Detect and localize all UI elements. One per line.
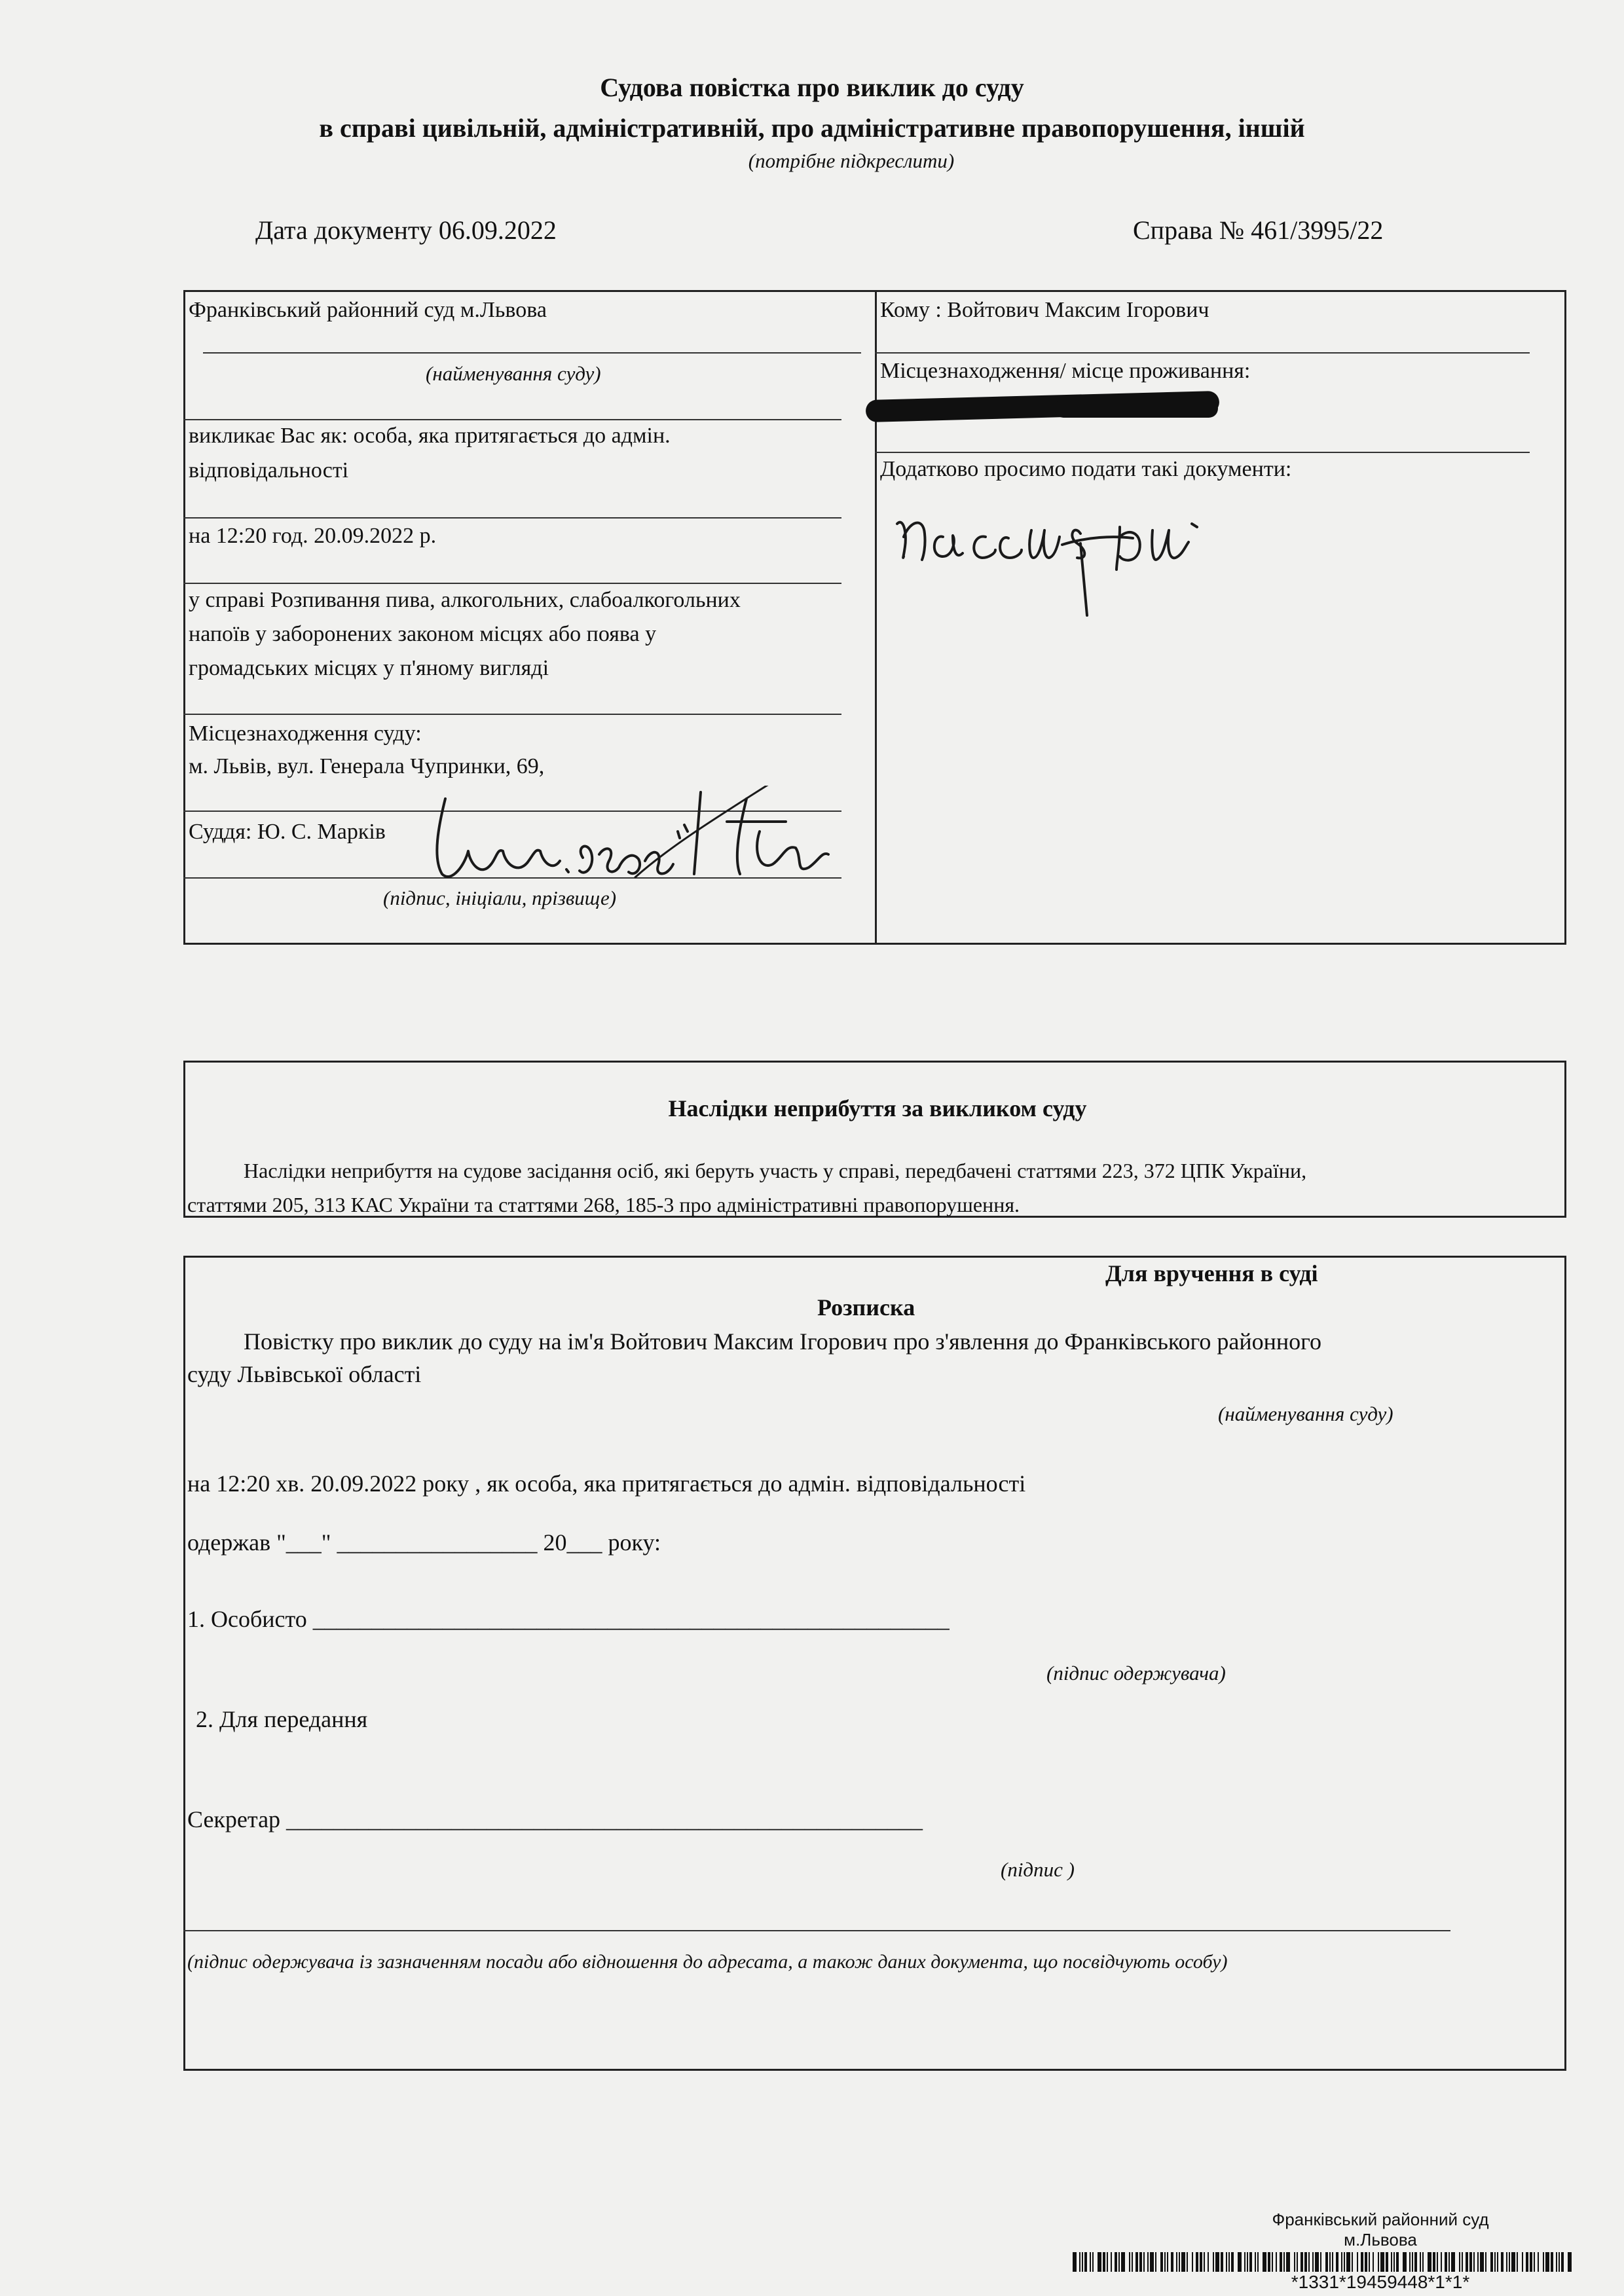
barcode-bar xyxy=(1196,2252,1198,2272)
barcode-bar xyxy=(1308,2252,1310,2272)
barcode-bar xyxy=(1160,2252,1163,2272)
residence-label: Місцезнаходження/ місце проживання: xyxy=(880,359,1251,383)
barcode-bar xyxy=(1344,2252,1345,2272)
barcode-bar xyxy=(1346,2252,1350,2272)
receipt-text-line2: суду Львівської області xyxy=(187,1361,422,1387)
document-title: Судова повістка про виклик до суду xyxy=(600,73,1024,102)
barcode-bar xyxy=(1213,2252,1214,2272)
barcode-bar xyxy=(1164,2252,1166,2272)
for-transfer-label: 2. Для передання xyxy=(190,1706,368,1732)
barcode-bar xyxy=(1143,2252,1145,2272)
barcode-bar xyxy=(1176,2252,1177,2272)
barcode-bar xyxy=(1118,2252,1120,2272)
barcode-bar xyxy=(1247,2252,1248,2272)
court-name-caption: (найменування суду) xyxy=(426,362,601,385)
barcode-bar xyxy=(1111,2252,1112,2272)
barcode-bar xyxy=(1341,2252,1342,2272)
barcode-bar xyxy=(1538,2252,1539,2272)
hearing-time: на 12:20 год. 20.09.2022 р. xyxy=(189,524,437,548)
judge-name: Суддя: Ю. С. Марків xyxy=(189,820,386,844)
barcode-bar xyxy=(1490,2252,1493,2272)
consequences-title: Наслідки неприбуття за викликом суду xyxy=(668,1095,1087,1121)
barcode-bar xyxy=(1304,2252,1307,2272)
barcode-bar xyxy=(1420,2252,1421,2272)
barcode-bar xyxy=(1428,2252,1431,2272)
barcode-bar xyxy=(1501,2252,1504,2272)
barcode-bar xyxy=(1365,2252,1367,2272)
for-court-delivery: Для вручення в суді xyxy=(1105,1260,1318,1286)
barcode-bar xyxy=(1257,2252,1259,2272)
barcode-bar xyxy=(1551,2252,1553,2272)
barcode-bar xyxy=(1543,2252,1544,2272)
barcode-bar xyxy=(1135,2252,1138,2272)
divider xyxy=(875,352,1530,354)
barcode-bar xyxy=(1466,2252,1468,2272)
barcode-bar xyxy=(1115,2252,1117,2272)
barcode-bar xyxy=(1092,2252,1094,2272)
barcode-bar xyxy=(1445,2252,1447,2272)
document-date: Дата документу 06.09.2022 xyxy=(255,215,557,245)
barcode-bar xyxy=(1090,2252,1091,2272)
barcode-bar xyxy=(1215,2252,1219,2272)
barcode-bar xyxy=(1386,2252,1388,2272)
barcode-bar xyxy=(1249,2252,1252,2272)
barcode-bar xyxy=(1084,2252,1087,2272)
receipt-time-line: на 12:20 хв. 20.09.2022 року , як особа, яка притягається до адмін. відповідальності xyxy=(187,1470,1026,1497)
consequences-text-line2: статтями 205, 313 КАС України та статтями 268, 185-3 про адміністративні правопорушення. xyxy=(187,1193,1020,1216)
barcode-bar xyxy=(1477,2252,1479,2272)
judge-signature xyxy=(419,786,851,917)
barcode-bar xyxy=(1192,2252,1193,2272)
received-date-line: одержав "___" _________________ 20___ року: xyxy=(187,1529,661,1556)
barcode-bar xyxy=(1422,2252,1424,2272)
barcode-bar xyxy=(1147,2252,1149,2272)
barcode-bar xyxy=(1187,2252,1188,2272)
barcode-bar xyxy=(1469,2252,1472,2272)
barcode-bar xyxy=(1263,2252,1266,2272)
barcode-bar xyxy=(1380,2252,1384,2272)
barcode-bar xyxy=(1098,2252,1101,2272)
barcode-bar xyxy=(1568,2252,1572,2272)
barcode-bar xyxy=(1297,2252,1298,2272)
barcode-bar xyxy=(1449,2252,1450,2272)
barcode-bar xyxy=(1283,2252,1285,2272)
case-description-line1: у справі Розпивання пива, алкогольних, слабоалкогольних xyxy=(189,588,741,612)
barcode-bar xyxy=(1082,2252,1083,2272)
barcode-bar xyxy=(1451,2252,1455,2272)
document-subtitle: в справі цивільній, адміністративній, про адміністративне правопорушення, іншій xyxy=(319,113,1305,143)
court-location-label: Місцезнаходження суду: xyxy=(189,721,422,746)
barcode-bar xyxy=(1312,2252,1314,2272)
barcode-bar xyxy=(1403,2252,1407,2272)
barcode-bar xyxy=(1139,2252,1142,2272)
recipient-note: (підпис одержувача із зазначенням посади або відношення до адресата, а також даних документа, що посвідчують особу) xyxy=(187,1951,1228,1973)
barcode-bar xyxy=(1204,2252,1205,2272)
barcode-bar xyxy=(1280,2252,1282,2272)
barcode-bar xyxy=(1369,2252,1370,2272)
barcode-bar xyxy=(1393,2252,1395,2272)
barcode-bar xyxy=(1561,2252,1564,2272)
barcode-bar xyxy=(1315,2252,1319,2272)
barcode-bar xyxy=(1226,2252,1227,2272)
barcode-bar xyxy=(1181,2252,1185,2272)
barcode-bar xyxy=(1526,2252,1528,2272)
barcode-bar xyxy=(1325,2252,1328,2272)
barcode-bar xyxy=(1336,2252,1338,2272)
barcode-bar xyxy=(1409,2252,1411,2272)
barcode-bar xyxy=(1473,2252,1475,2272)
barcode-bar xyxy=(1361,2252,1363,2272)
underline-note: (потрібне підкреслити) xyxy=(748,149,955,172)
barcode-bar xyxy=(1494,2252,1496,2272)
barcode-bar xyxy=(1167,2252,1168,2272)
barcode-bar xyxy=(1150,2252,1154,2272)
barcode-bar xyxy=(1320,2252,1321,2272)
secretary-sign-caption: (підпис ) xyxy=(1001,1858,1075,1881)
barcode-bar xyxy=(1530,2252,1532,2272)
barcode-bar xyxy=(1286,2252,1290,2272)
barcode-bar xyxy=(1272,2252,1273,2272)
case-description-line2: напоїв у заборонених законом місцях або поява у xyxy=(189,622,657,646)
barcode-bar xyxy=(1433,2252,1435,2272)
personally-signature-line: 1. Особисто ______________________________________________________ xyxy=(187,1606,950,1632)
barcode-bar xyxy=(1329,2252,1331,2272)
barcode-bar xyxy=(1441,2252,1442,2272)
column-divider xyxy=(875,290,877,945)
court-name: Франківський районний суд м.Львова xyxy=(189,298,547,322)
barcode-bar xyxy=(1511,2252,1515,2272)
barcode-bar xyxy=(1294,2252,1295,2272)
barcode-bar xyxy=(1255,2252,1256,2272)
barcode-bar xyxy=(1545,2252,1549,2272)
barcode-bar xyxy=(1378,2252,1379,2272)
barcode-bar xyxy=(1208,2252,1209,2272)
barcode-bar xyxy=(1301,2252,1303,2272)
barcode-bar xyxy=(1534,2252,1535,2272)
barcode-bar xyxy=(1517,2252,1518,2272)
footer-court-line2: м.Львова xyxy=(1344,2230,1417,2250)
divider xyxy=(203,352,861,354)
barcode xyxy=(1073,2252,1583,2272)
court-location-value: м. Львів, вул. Генерала Чупринки, 69, xyxy=(189,754,545,778)
barcode-bar xyxy=(1107,2252,1108,2272)
barcode-bar xyxy=(1121,2252,1125,2272)
consequences-text-line1: Наслідки неприбуття на судове засідання осіб, які беруть участь у справі, передбачені статтями 223, 372 ЦПК України, xyxy=(244,1159,1307,1182)
barcode-bar xyxy=(1276,2252,1277,2272)
divider xyxy=(183,419,841,420)
receipt-court-caption: (найменування суду) xyxy=(1218,1402,1393,1425)
divider xyxy=(875,452,1530,453)
judge-sign-caption: (підпис, ініціали, прізвище) xyxy=(383,886,617,909)
barcode-bar xyxy=(1412,2252,1413,2272)
summons-role-line1: викликає Вас як: особа, яка притягається до адмін. xyxy=(189,424,671,448)
divider xyxy=(183,1930,1450,1931)
barcode-bar xyxy=(1462,2252,1463,2272)
barcode-bar xyxy=(1073,2252,1077,2272)
barcode-bar xyxy=(1200,2252,1202,2272)
receipt-title: Розписка xyxy=(817,1294,915,1321)
barcode-bar xyxy=(1231,2252,1234,2272)
footer-court-line1: Франківський районний суд xyxy=(1272,2210,1489,2229)
barcode-bar xyxy=(1414,2252,1417,2272)
barcode-bar xyxy=(1506,2252,1507,2272)
barcode-bar xyxy=(1179,2252,1180,2272)
barcode-bar xyxy=(1373,2252,1374,2272)
barcode-bar xyxy=(1391,2252,1392,2272)
barcode-bar xyxy=(1228,2252,1230,2272)
barcode-bar xyxy=(1497,2252,1498,2272)
barcode-bar xyxy=(1132,2252,1133,2272)
barcode-bar xyxy=(1556,2252,1557,2272)
barcode-bar xyxy=(1559,2252,1560,2272)
barcode-bar xyxy=(1129,2252,1130,2272)
divider xyxy=(183,714,841,715)
recipient-name: Кому : Войтович Максим Ігорович xyxy=(880,298,1209,322)
barcode-bar xyxy=(1103,2252,1105,2272)
barcode-bar xyxy=(1396,2252,1399,2272)
barcode-bar xyxy=(1155,2252,1156,2272)
barcode-bar xyxy=(1171,2252,1173,2272)
case-description-line3: громадських місцях у п'яному вигляді xyxy=(189,656,549,680)
case-number: Справа № 461/3995/22 xyxy=(1133,215,1384,245)
barcode-bar xyxy=(1221,2252,1223,2272)
divider xyxy=(183,583,841,584)
barcode-bar xyxy=(1485,2252,1486,2272)
barcode-bar xyxy=(1437,2252,1438,2272)
summons-role-line2: відповідальності xyxy=(189,458,349,483)
handwritten-documents xyxy=(891,498,1231,622)
redaction-bar xyxy=(1054,399,1218,418)
barcode-bar xyxy=(1509,2252,1510,2272)
requested-documents-label: Додатково просимо подати такі документи: xyxy=(880,457,1292,481)
barcode-text: *1331*19459448*1*1* xyxy=(1291,2272,1470,2292)
barcode-bar xyxy=(1522,2252,1523,2272)
barcode-bar xyxy=(1352,2252,1353,2272)
secretary-signature-line: Секретар ______________________________________________________ xyxy=(187,1806,923,1832)
barcode-bar xyxy=(1238,2252,1242,2272)
barcode-bar xyxy=(1357,2252,1358,2272)
barcode-bar xyxy=(1268,2252,1270,2272)
barcode-bar xyxy=(1079,2252,1080,2272)
barcode-bar xyxy=(1480,2252,1484,2272)
recipient-sign-caption: (підпис одержувача) xyxy=(1046,1662,1226,1685)
barcode-bar xyxy=(1332,2252,1333,2272)
receipt-text-line1: Повістку про виклик до суду на ім'я Войтович Максим Ігорович про з'явлення до Франківського районного xyxy=(244,1328,1322,1355)
divider xyxy=(183,517,841,519)
barcode-bar xyxy=(1244,2252,1246,2272)
barcode-bar xyxy=(1459,2252,1460,2272)
